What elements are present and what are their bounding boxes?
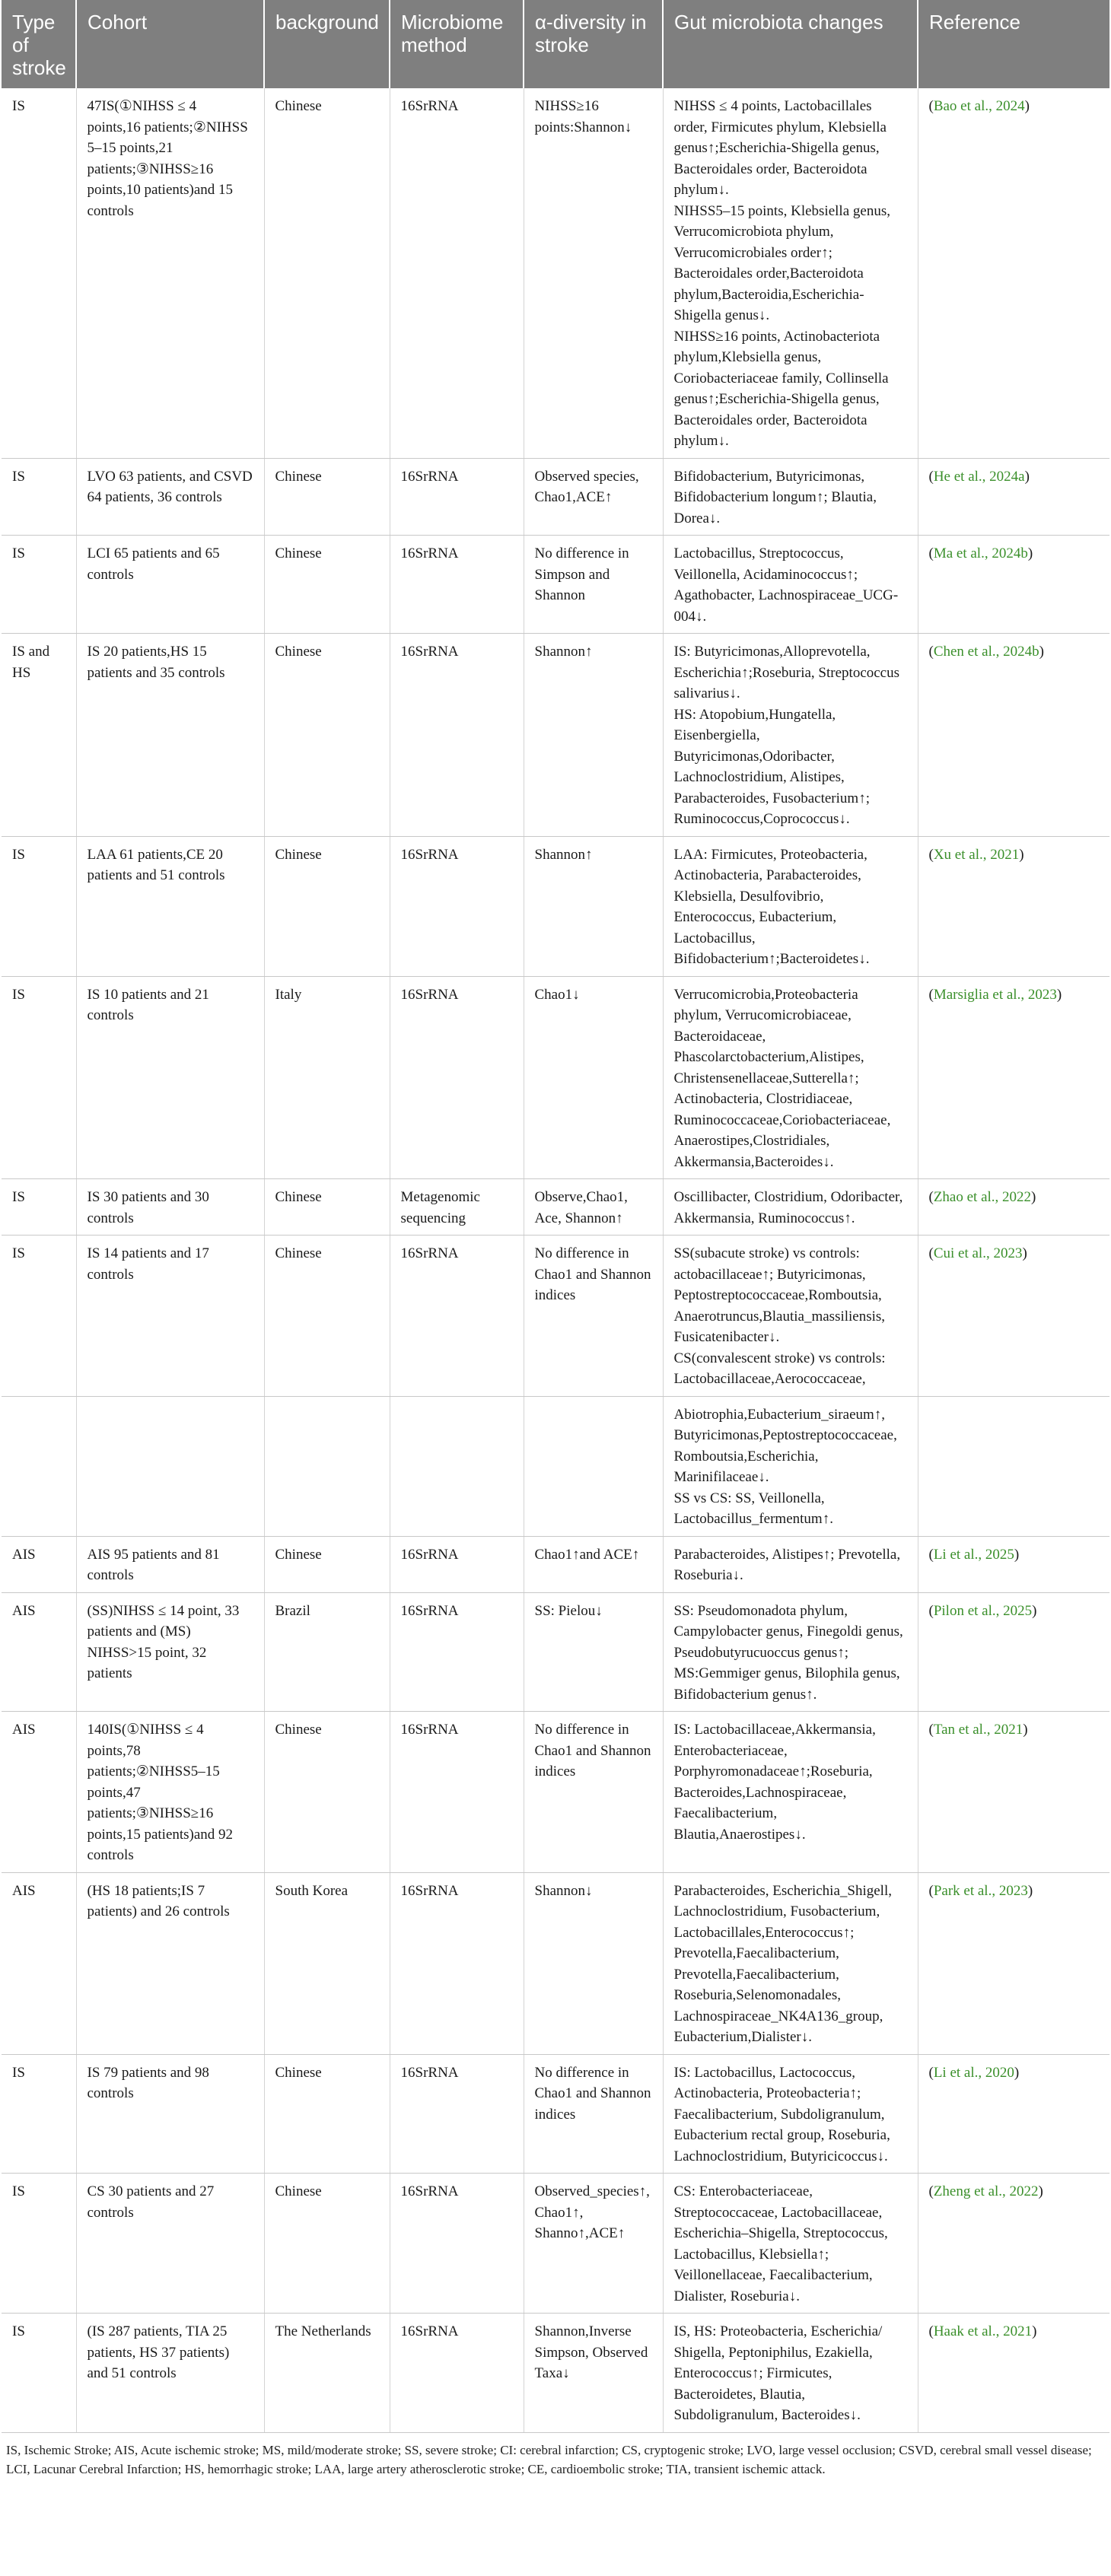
table-row [2,634,1109,837]
cell-changes [663,1396,918,1536]
cell-reference: (Haak et al., 2021) [918,2314,1109,2433]
cell-method: 16SrRNA [390,536,524,634]
cell-changes [663,1536,918,1592]
cell-method: 16SrRNA [390,1872,524,2054]
cell-reference: (Marsiglia et al., 2023) [918,976,1109,1179]
cell-background: Chinese [264,1712,390,1873]
cell-method: 16SrRNA [390,1592,524,1712]
cell-changes [663,634,918,837]
cell-background: Chinese [264,1236,390,1397]
cell-background: Italy [264,976,390,1179]
change-paragraph: IS: Lactobacillus, Lactococcus, Actinobacteria, Proteobacteria↑; Faecalibacterium, Subdoligranulum, Eubacterium rectal group, Roseburia, Lachnoclostridium, Butyricicoccus↓. [673,2064,890,2164]
cell-reference: (Cui et al., 2023) [918,1236,1109,1397]
header-reference: Reference [918,0,1109,88]
reference-link[interactable]: Bao et al., 2024 [933,98,1025,114]
cell-diversity: No difference in Chao1 and Shannon indices [524,2054,663,2174]
change-paragraph: Parabacteroides, Escherichia_Shigell, Lachnoclostridium, Fusobacterium, Lactobacillales,Enterococcus↑; Prevotella,Faecalibacterium, Prevotella,Faecalibacterium, Roseburia,Selenomonadales, Lachnospiraceae_NK4A136_group, Eubacterium,Dialister↓. [673,1882,892,2045]
cell-changes [663,1236,918,1397]
table-body [2,88,1109,2432]
cell-background: Chinese [264,634,390,837]
reference-link[interactable]: Tan et al., 2021 [933,1722,1023,1738]
cell-type: IS [2,458,76,536]
reference-link[interactable]: Cui et al., 2023 [933,1245,1023,1261]
reference-link[interactable]: Haak et al., 2021 [933,2323,1033,2339]
cell-background: Chinese [264,2054,390,2174]
change-paragraph: LAA: Firmicutes, Proteobacteria, Actinobacteria, Parabacteroides, Klebsiella, Desulfovibrio, Enterococcus, Eubacterium, Lactobacillus, Bifidobacterium↑;Bacteroidetes↓. [673,846,870,967]
change-paragraph: Oscillibacter, Clostridium, Odoribacter, Akkermansia, Ruminococcus↑. [673,1189,903,1226]
cell-background: Chinese [264,88,390,458]
cell-type: AIS [2,1536,76,1592]
cell-changes [663,458,918,536]
header-changes: Gut microbiota changes [663,0,918,88]
cell-method: Metagenomic sequencing [390,1179,524,1236]
change-paragraph: Verrucomicrobia,Proteobacteria phylum, Verrucomicrobiaceae, Bacteroidaceae, Phascolarctobacterium,Alistipes, Christensenellaceae,Sutterella↑; Actinobacteria, Clostridiaceae, Ruminococcaceae,Coriobacteriaceae, Anaerostipes,Clostridiales, Akkermansia,Bacteroides↓. [673,986,891,1170]
table-row [2,1396,1109,1536]
reference-link[interactable]: Marsiglia et al., 2023 [933,986,1057,1003]
cell-background: The Netherlands [264,2314,390,2433]
table-row [2,836,1109,976]
cell-cohort: 47IS(①NIHSS ≤ 4 points,16 patients;②NIHSS 5–15 points,21 patients;③NIHSS≥16 points,10 patients)and 15 controls [76,88,264,458]
change-paragraph: SS vs CS: SS, Veillonella, Lactobacillus_fermentum↑. [673,1490,833,1527]
change-paragraph: SS: Pseudomonadota phylum, Campylobacter genus, Finegoldi genus, Pseudobutyrucuoccus genus↑; MS:Gemmiger genus, Bilophila genus, Bifidobacterium genus↑. [673,1602,903,1703]
cell-method: 16SrRNA [390,458,524,536]
cell-reference: (Zhao et al., 2022) [918,1179,1109,1236]
cell-method: 16SrRNA [390,836,524,976]
cell-changes [663,2054,918,2174]
cell-reference: (Xu et al., 2021) [918,836,1109,976]
reference-link[interactable]: Zhao et al., 2022 [933,1189,1032,1205]
cell-background: South Korea [264,1872,390,2054]
cell-type [2,1396,76,1536]
cell-changes [663,1179,918,1236]
cell-diversity: NIHSS≥16 points:Shannon↓ [524,88,663,458]
cell-diversity: Observe,Chao1, Ace, Shannon↑ [524,1179,663,1236]
cell-cohort: LCI 65 patients and 65 controls [76,536,264,634]
cell-method: 16SrRNA [390,1712,524,1873]
change-paragraph: SS(subacute stroke) vs controls: actobacillaceae↑; Butyricimonas, Peptostreptococcaceae,Romboutsia, Anaerotruncus,Blautia_massiliensis, Fusicatenibacter↓. [673,1245,886,1345]
cell-method [390,1396,524,1536]
change-paragraph: CS: Enterobacteriaceae, Streptococcaceae, Lactobacillaceae, Escherichia–Shigella, Streptococcus, Lactobacillus, Klebsiella↑; Veillonellaceae, Faecalibacterium, Dialister, Roseburia↓. [673,2183,888,2304]
cell-cohort: (SS)NIHSS ≤ 14 point, 33 patients and (MS) NIHSS>15 point, 32 patients [76,1592,264,1712]
cell-type: IS [2,536,76,634]
cell-background: Brazil [264,1592,390,1712]
cell-method: 16SrRNA [390,88,524,458]
cell-method: 16SrRNA [390,1536,524,1592]
reference-link[interactable]: Pilon et al., 2025 [933,1602,1033,1619]
cell-reference: (Bao et al., 2024) [918,88,1109,458]
table-row [2,2054,1109,2174]
change-paragraph: IS: Lactobacillaceae,Akkermansia, Enterobacteriaceae, Porphyromonadaceae↑;Roseburia, Bacteroides,Lachnospiraceae, Faecalibacterium, Blautia,Anaerostipes↓. [673,1722,876,1843]
cell-diversity: SS: Pielou↓ [524,1592,663,1712]
cell-changes [663,2174,918,2314]
cell-diversity: Shannon↓ [524,1872,663,2054]
reference-link[interactable]: Li et al., 2020 [933,2064,1014,2081]
cell-reference: (Li et al., 2020) [918,2054,1109,2174]
cell-diversity: No difference in Chao1 and Shannon indices [524,1236,663,1397]
header-cohort: Cohort [76,0,264,88]
reference-link[interactable]: Park et al., 2023 [933,1882,1028,1899]
cell-method: 16SrRNA [390,1236,524,1397]
cell-changes [663,976,918,1179]
table-row [2,1536,1109,1592]
reference-link[interactable]: Li et al., 2025 [933,1546,1014,1563]
header-diversity: α-diversity in stroke [524,0,663,88]
cell-changes [663,1712,918,1873]
cell-changes [663,536,918,634]
change-paragraph: NIHSS≥16 points, Actinobacteriota phylum,Klebsiella genus, Coriobacteriaceae family, Collinsella genus↑;Escherichia-Shigella genus, Bacteroidales order, Bacteroidota phylum↓. [673,328,889,449]
cell-reference: (Li et al., 2025) [918,1536,1109,1592]
cell-background: Chinese [264,1179,390,1236]
reference-link[interactable]: Ma et al., 2024b [933,545,1028,561]
header-background: background [264,0,390,88]
cell-method: 16SrRNA [390,2314,524,2433]
cell-type: AIS [2,1592,76,1712]
cell-diversity: No difference in Simpson and Shannon [524,536,663,634]
cell-diversity: Chao1↑and ACE↑ [524,1536,663,1592]
change-paragraph: Bifidobacterium, Butyricimonas, Bifidobacterium longum↑; Blautia, Dorea↓. [673,468,877,526]
cell-background: Chinese [264,2174,390,2314]
cell-changes [663,2314,918,2433]
table-row [2,2174,1109,2314]
table-row [2,536,1109,634]
cell-method: 16SrRNA [390,2174,524,2314]
table-row [2,458,1109,536]
cell-type: IS [2,2054,76,2174]
cell-diversity: Chao1↓ [524,976,663,1179]
table-row [2,976,1109,1179]
cell-cohort: 140IS(①NIHSS ≤ 4 points,78 patients;②NIHSS5–15 points,47 patients;③NIHSS≥16 points,15 patients)and 92 controls [76,1712,264,1873]
header-method: Microbiome method [390,0,524,88]
cell-reference: (Zheng et al., 2022) [918,2174,1109,2314]
cell-cohort: IS 30 patients and 30 controls [76,1179,264,1236]
cell-method: 16SrRNA [390,976,524,1179]
table-row [2,1179,1109,1236]
table-row [2,1712,1109,1873]
cell-diversity [524,1396,663,1536]
cell-type: AIS [2,1872,76,2054]
cell-type: IS [2,2314,76,2433]
change-paragraph: NIHSS5–15 points, Klebsiella genus, Verrucomicrobiota phylum, Verrucomicrobiales order↑; Bacteroidales order,Bacteroidota phylum,Bacteroidia,Escherichia-Shigella genus↓. [673,202,890,323]
cell-reference [918,1396,1109,1536]
change-paragraph: IS: Butyricimonas,Alloprevotella, Escherichia↑;Roseburia, Streptococcus salivarius↓. [673,644,900,701]
cell-background: Chinese [264,536,390,634]
cell-background: Chinese [264,836,390,976]
cell-reference: (Tan et al., 2021) [918,1712,1109,1873]
cell-cohort: IS 79 patients and 98 controls [76,2054,264,2174]
cell-reference: (Chen et al., 2024b) [918,634,1109,837]
header-type: Type of stroke [2,0,76,88]
cell-reference: (Pilon et al., 2025) [918,1592,1109,1712]
reference-link[interactable]: Chen et al., 2024b [933,644,1039,660]
cell-cohort: LAA 61 patients,CE 20 patients and 51 controls [76,836,264,976]
cell-type: IS [2,1236,76,1397]
cell-type: IS [2,88,76,458]
cell-method: 16SrRNA [390,2054,524,2174]
table-header [2,0,1109,88]
table-row [2,88,1109,458]
cell-reference: (He et al., 2024a) [918,458,1109,536]
cell-changes [663,836,918,976]
cell-diversity: Shannon↑ [524,634,663,837]
cell-cohort: IS 20 patients,HS 15 patients and 35 controls [76,634,264,837]
change-paragraph: Lactobacillus, Streptococcus, Veillonella, Acidaminococcus↑; Agathobacter, Lachnospiraceae_UCG-004↓. [673,545,899,625]
change-paragraph: HS: Atopobium,Hungatella, Eisenbergiella, Butyricimonas,Odoribacter, Lachnoclostridium, Alistipes, Parabacteroides, Fusobacterium↑; Ruminococcus,Coprococcus↓. [673,706,870,827]
cell-cohort: IS 14 patients and 17 controls [76,1236,264,1397]
cell-background [264,1396,390,1536]
cell-diversity: Observed_species↑, Chao1↑, Shanno↑,ACE↑ [524,2174,663,2314]
cell-type: IS [2,2174,76,2314]
table-row [2,1236,1109,1397]
cell-diversity: Shannon↑ [524,836,663,976]
cell-type: IS [2,976,76,1179]
table-row [2,1592,1109,1712]
cell-type: IS and HS [2,634,76,837]
cell-cohort: LVO 63 patients, and CSVD 64 patients, 36 controls [76,458,264,536]
microbiota-table [2,0,1109,2433]
cell-changes [663,1592,918,1712]
cell-diversity: Observed species, Chao1,ACE↑ [524,458,663,536]
cell-type: IS [2,1179,76,1236]
change-paragraph: CS(convalescent stroke) vs controls: Lactobacillaceae,Aerococcaceae, [673,1350,886,1387]
cell-background: Chinese [264,458,390,536]
cell-diversity: Shannon,Inverse Simpson, Observed Taxa↓ [524,2314,663,2433]
cell-changes [663,88,918,458]
change-paragraph: Abiotrophia,Eubacterium_siraeum↑, Butyricimonas,Peptostreptococcaceae, Romboutsia,Escherichia, Marinifilaceae↓. [673,1406,897,1485]
change-paragraph: IS, HS: Proteobacteria, Escherichia/ Shigella, Peptoniphilus, Ezakiella, Enterococcus↑; Firmicutes, Bacteroidetes, Blautia, Subdoligranulum, Bacteroides↓. [673,2323,883,2423]
reference-link[interactable]: He et al., 2024a [933,468,1025,485]
cell-reference: (Park et al., 2023) [918,1872,1109,2054]
cell-cohort: IS 10 patients and 21 controls [76,976,264,1179]
cell-type: AIS [2,1712,76,1873]
cell-cohort: AIS 95 patients and 81 controls [76,1536,264,1592]
table-row [2,2314,1109,2433]
table-footnote: IS, Ischemic Stroke; AIS, Acute ischemic stroke; MS, mild/moderate stroke; SS, severe stroke; CI: cerebral infarction; CS, cryptogenic stroke; LVO, large vessel occlusion; CSVD, cerebral small vessel disease; LCI, Lacunar Cerebral Infarction; HS, hemorrhagic stroke; LAA, large artery atherosclerotic stroke; CE, cardioembolic stroke; TIA, transient ischemic attack. [6,2442,1092,2476]
reference-link[interactable]: Zheng et al., 2022 [933,2183,1039,2199]
cell-method: 16SrRNA [390,634,524,837]
cell-changes [663,1872,918,2054]
reference-link[interactable]: Xu et al., 2021 [933,846,1020,863]
table-row [2,1872,1109,2054]
cell-background: Chinese [264,1536,390,1592]
change-paragraph: NIHSS ≤ 4 points, Lactobacillales order, Firmicutes phylum, Klebsiella genus↑;Escherichia-Shigella genus, Bacteroidales order, Bacteroidota phylum↓. [673,98,887,198]
cell-cohort [76,1396,264,1536]
cell-type: IS [2,836,76,976]
cell-cohort: (IS 287 patients, TIA 25 patients, HS 37 patients) and 51 controls [76,2314,264,2433]
cell-reference: (Ma et al., 2024b) [918,536,1109,634]
cell-cohort: CS 30 patients and 27 controls [76,2174,264,2314]
cell-cohort: (HS 18 patients;IS 7 patients) and 26 controls [76,1872,264,2054]
cell-diversity: No difference in Chao1 and Shannon indices [524,1712,663,1873]
change-paragraph: Parabacteroides, Alistipes↑; Prevotella, Roseburia↓. [673,1546,901,1583]
